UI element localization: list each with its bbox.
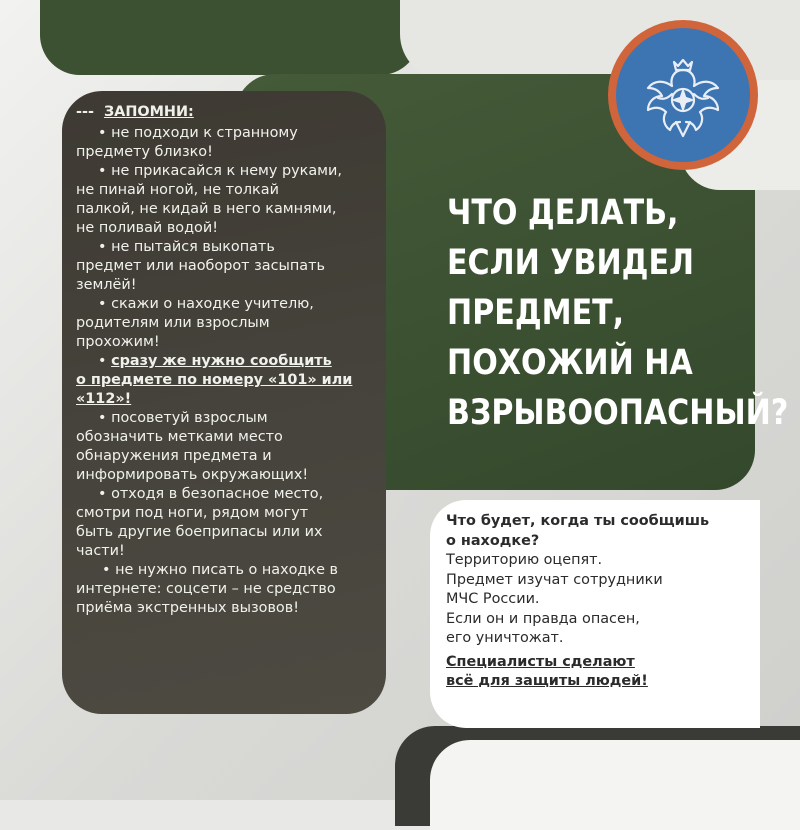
- reminder-item: • не пытайся выкопать предмет или наоборот засыпать землёй!: [76, 239, 325, 293]
- reminder-item: • не нужно писать о находке в интернете: соцсети – не средство приёма экстренных вызовов!: [76, 562, 338, 616]
- reminder-title-text: ЗАПОМНИ:: [103, 104, 194, 120]
- emblem-inner: [616, 28, 750, 162]
- headline: [447, 188, 789, 438]
- reminder-title: [76, 103, 376, 122]
- decor-light-bottom: [430, 740, 800, 830]
- info-line: Предмет изучат сотрудники: [446, 571, 663, 588]
- reminder-item: • не прикасайся к нему руками, не пинай ногой, не толкай палкой, не кидай в него камнями, не поливай водой!: [76, 163, 342, 236]
- reminder-card: [62, 91, 386, 714]
- info-line: МЧС России.: [446, 591, 540, 607]
- reminder-item: • скажи о находке учителю, родителям или взрослым прохожим!: [76, 296, 314, 350]
- info-question: Что будет, когда ты сообщишь о находке?: [446, 513, 710, 549]
- decor-green-top: [40, 0, 420, 75]
- headline-line: ПОХОЖИЙ НА: [447, 343, 693, 383]
- headline-line: ПРЕДМЕТ,: [447, 293, 625, 333]
- emchs-emblem: [608, 20, 758, 170]
- info-line: его уничтожат.: [446, 630, 564, 646]
- emchs-eagle-emblem-icon: [628, 40, 738, 150]
- reminder-item: • не подходи к странному предмету близко!: [76, 125, 298, 160]
- info-card: [430, 500, 760, 728]
- headline-line: ВЗРЫВООПАСНЫЙ?: [447, 393, 789, 433]
- info-line: Если он и правда опасен,: [446, 610, 640, 627]
- reminder-dashes: ---: [76, 104, 94, 120]
- info-final: Специалисты сделают всё для защиты людей!: [446, 653, 648, 689]
- info-line: Территорию оцепят.: [446, 552, 603, 568]
- reminder-item: • посоветуй взрослым обозначить метками место обнаружения предмета и информировать окружающих!: [76, 410, 309, 483]
- reminder-item-highlight: • сразу же нужно сообщить о предмете по номеру «101» или «112»!: [76, 353, 353, 407]
- headline-line: ЕСЛИ УВИДЕЛ: [447, 243, 695, 283]
- headline-line: ЧТО ДЕЛАТЬ,: [447, 193, 679, 233]
- reminder-item: • отходя в безопасное место, смотри под ноги, рядом могут быть другие боеприпасы или их части!: [76, 486, 324, 559]
